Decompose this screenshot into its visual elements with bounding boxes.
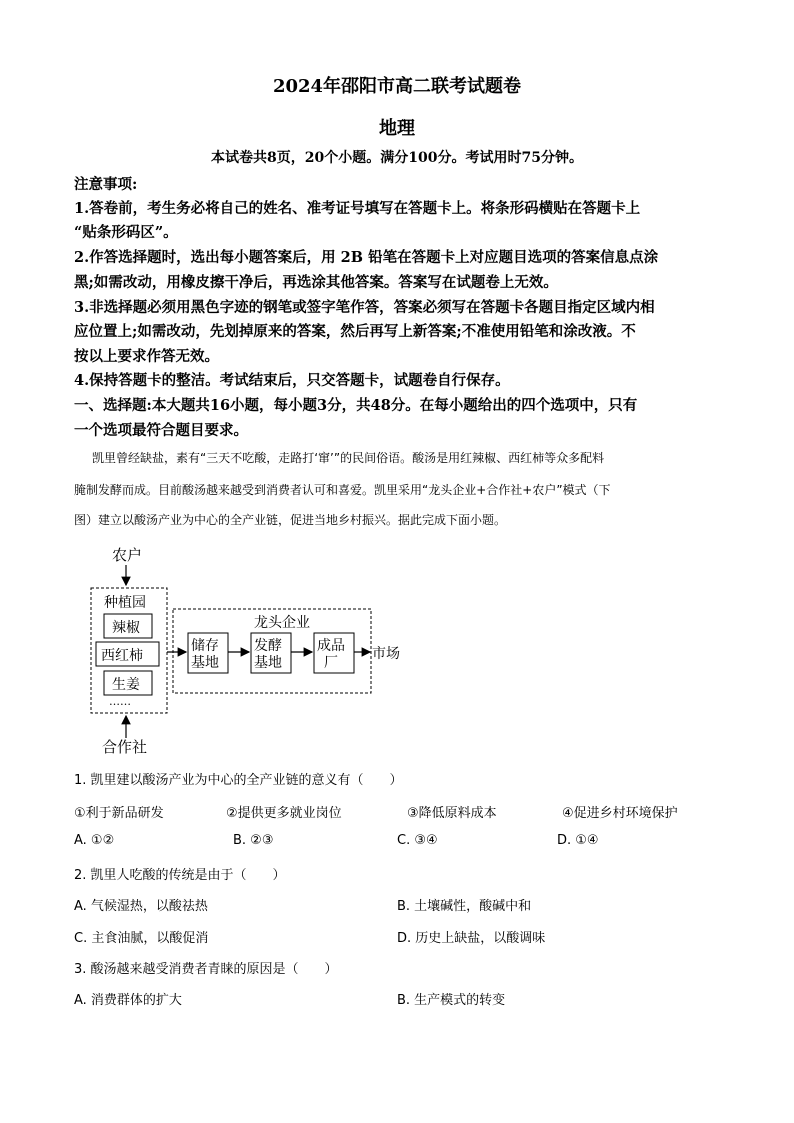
storage-label-2: 基地 [191, 655, 219, 671]
question-1-option: A. ①② [74, 833, 115, 848]
question-1-option: D. ①④ [557, 833, 599, 848]
question-1-option: B. ②③ [233, 833, 274, 848]
farmer-label: 农户 [112, 546, 143, 564]
page-title: 2024年邵阳市高二联考试题卷 [272, 76, 522, 97]
passage-line: 图）建立以酸汤产业为中心的全产业链，促进当地乡村振兴。据此完成下面小题。 [74, 513, 507, 527]
question-1-option: C. ③④ [397, 833, 438, 848]
cooperative-label: 合作社 [102, 738, 148, 756]
question-1-item: ①利于新品研发 [74, 806, 164, 821]
notice-line: 应位置上;如需改动，先划掉原来的答案，然后再写上新答案;不准使用铅笔和涂改液。不 [74, 323, 636, 340]
question-3-stem: 3. 酸汤越来越受消费者青睐的原因是（ ） [74, 962, 338, 977]
question-2-option: A. 气候湿热，以酸祛热 [74, 899, 208, 914]
question-1-item: ④促进乡村环境保护 [562, 806, 678, 821]
ferment-label-2: 基地 [254, 655, 282, 671]
subject-title: 地理 [379, 118, 415, 139]
notice-line: 3.非选择题必须用黑色字迹的钢笔或签字笔作答，答案必须写在答题卡各题目指定区域内相 [74, 299, 655, 316]
question-2-option: D. 历史上缺盐，以酸调味 [397, 931, 546, 946]
tomato-label: 西红柿 [101, 648, 143, 664]
passage-line: 凯里曾经缺盐，素有“三天不吃酸，走路打‘窜’”的民间俗语。酸汤是用红辣椒、西红柿等众多配料 [92, 451, 605, 465]
notice-heading: 注意事项: [74, 176, 138, 193]
chili-label: 辣椒 [112, 620, 140, 636]
question-3-option: B. 生产模式的转变 [397, 993, 506, 1008]
section-heading: 一、选择题:本大题共16小题，每小题3分，共48分。在每小题给出的四个选项中，只有 [74, 397, 638, 414]
question-3-option: A. 消费群体的扩大 [74, 993, 182, 1008]
question-1-item: ②提供更多就业岗位 [226, 806, 342, 821]
notice-line: “贴条形码区”。 [74, 224, 178, 241]
question-2-option: C. 主食油腻，以酸促消 [74, 931, 209, 946]
question-1-item: ③降低原料成本 [407, 806, 497, 821]
product-label-2: 厂 [324, 655, 338, 671]
question-2-option: B. 土壤碱性，酸碱中和 [397, 899, 532, 914]
plantation-label: 种植园 [104, 595, 146, 611]
enterprise-label: 龙头企业 [254, 615, 310, 631]
question-1-stem: 1. 凯里建以酸汤产业为中心的全产业链的意义有（ ） [74, 773, 403, 788]
dots: …… [109, 695, 131, 708]
market-label: 市场 [372, 646, 400, 662]
notice-line: 4.保持答题卡的整洁。考试结束后，只交答题卡，试题卷自行保存。 [74, 372, 510, 389]
passage-line: 腌制发酵而成。目前酸汤越来越受到消费者认可和喜爱。凯里采用“龙头企业+合作社+农户”模式（下 [74, 483, 611, 497]
storage-label-1: 储存 [191, 638, 219, 654]
notice-line: 按以上要求作答无效。 [74, 348, 219, 365]
ginger-label: 生姜 [112, 677, 140, 693]
notice-line: 2.作答选择题时，选出每小题答案后，用 2B 铅笔在答题卡上对应题目选项的答案信息点涂 [74, 249, 659, 266]
question-2-stem: 2. 凯里人吃酸的传统是由于（ ） [74, 868, 286, 883]
ferment-label-1: 发酵 [254, 638, 282, 654]
product-label-1: 成品 [317, 638, 345, 654]
exam-info: 本试卷共8页，20个小题。满分100分。考试用时75分钟。 [211, 150, 583, 166]
section-heading-cont: 一个选项最符合题目要求。 [74, 422, 248, 439]
notice-line: 黑;如需改动，用橡皮擦干净后，再选涂其他答案。答案写在试题卷上无效。 [74, 274, 558, 291]
notice-line: 1.答卷前，考生务必将自己的姓名、准考证号填写在答题卡上。将条形码横贴在答题卡上 [74, 200, 641, 217]
